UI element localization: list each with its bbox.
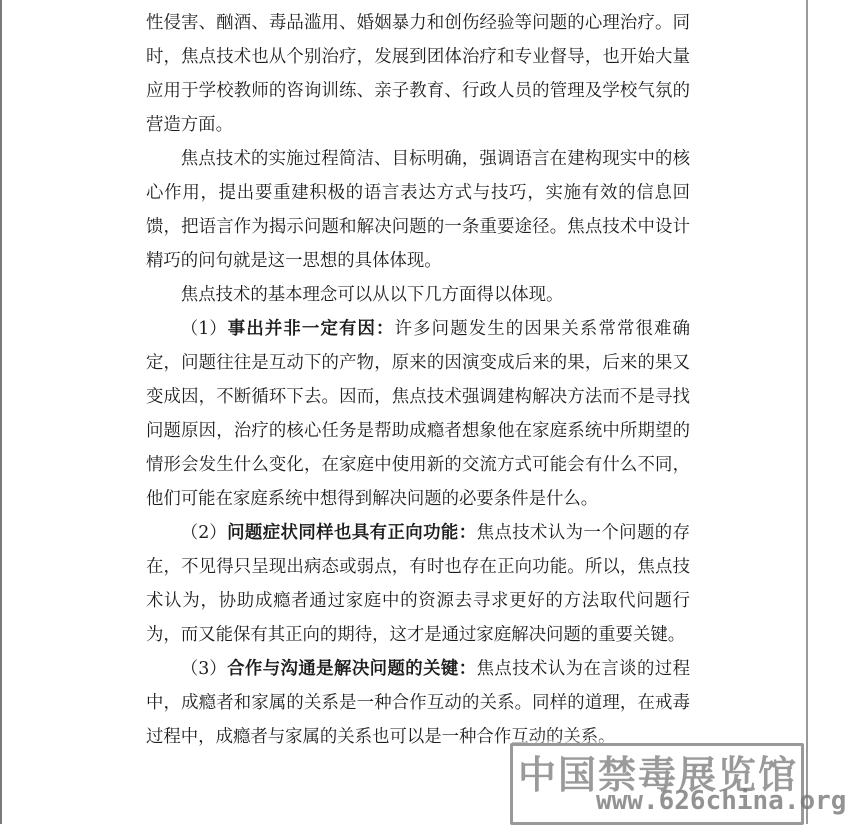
paragraph-intro: 性侵害、酗酒、毒品滥用、婚姻暴力和创伤经验等问题的心理治疗。同时，焦点技术也从个别治疗，发展到团体治疗和专业督导，也开始大量应用于学校教师的咨询训练、亲子教育、行政人员的管理及学校气氛的营造方面。 [146, 13, 690, 135]
point-2-label: 问题症状同样也具有正向功能： [226, 523, 477, 543]
point-1 [146, 312, 690, 516]
page-left-border [0, 0, 2, 824]
point-1-label: 事出并非一定有因： [226, 319, 395, 339]
point-3 [146, 652, 690, 754]
page-right-border [806, 0, 808, 824]
paragraph-principles-intro: 焦点技术的基本理念可以从以下几方面得以体现。 [180, 285, 564, 305]
point-2-number: （2） [180, 523, 227, 543]
point-3-label: 合作与沟通是解决问题的关键： [226, 659, 477, 679]
point-2-text: 焦点技术认为一个问题的存在，不见得只呈现出病态或弱点，有时也存在正向功能。所以，焦点技术认为，协助成瘾者通过家庭中的资源去寻求更好的方法取代问题行为，而又能保有其正向的期待，这才是通过家庭解决问题的重要关键。 [146, 523, 690, 645]
paragraph-implementation: 焦点技术的实施过程简洁、目标明确，强调语言在建构现实中的核心作用，提出要重建积极的语言表达方式与技巧，实施有效的信息回馈，把语言作为揭示问题和解决问题的一条重要途径。焦点技术中设计精巧的问句就是这一思想的具体体现。 [146, 149, 690, 271]
watermark-url: www.626china.org [596, 786, 846, 816]
point-1-number: （1） [180, 319, 227, 339]
point-3-text: 焦点技术认为在言谈的过程中，成瘾者和家属的关系是一种合作互动的关系。同样的道理，在戒毒过程中，成瘾者与家属的关系也可以是一种合作互动的关系。 [146, 659, 690, 747]
point-3-number: （3） [180, 659, 227, 679]
point-1-text: 许多问题发生的因果关系常常很难确定，问题往往是互动下的产物，原来的因演变成后来的果，后来的果又变成因，不断循环下去。因而，焦点技术强调建构解决方法而不是寻找问题原因，治疗的核心任务是帮助成瘾者想象他在家庭系统中所期望的情形会发生什么变化，在家庭中使用新的交流方式可能会有什么不同，他们可能在家庭系统中想得到解决问题的必要条件是什么。 [146, 319, 690, 509]
watermark-title: 中国禁毒展览馆 [518, 753, 799, 797]
document-body [146, 0, 690, 754]
point-2 [146, 516, 690, 652]
watermark [508, 740, 846, 822]
